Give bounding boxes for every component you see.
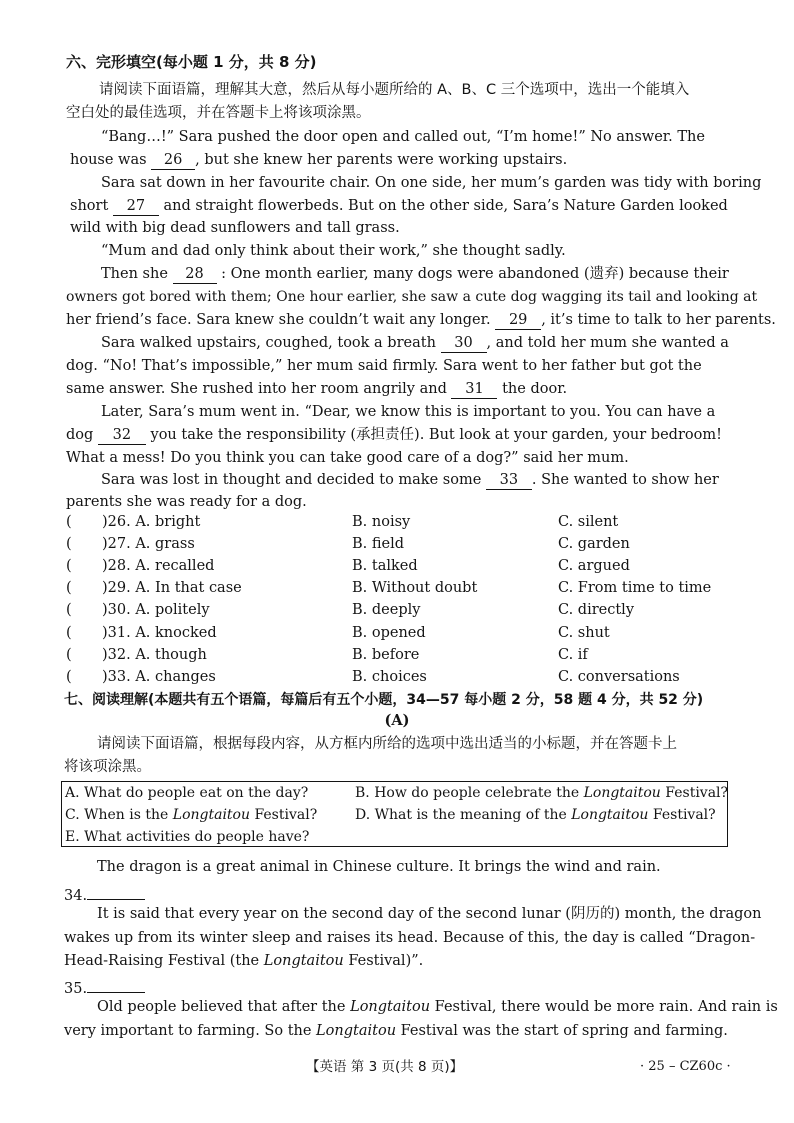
- passage-para-3-line-1: Old people believed that after the Longtaitou Festival, there would be more rain. And rain is: [97, 999, 778, 1015]
- option-c: C. if: [558, 647, 588, 663]
- p4-line-2: owners got bored with them; One hour earlier, she saw a cute dog wagging its tail and looking at: [66, 289, 758, 305]
- p5-line-3: same answer. She rushed into her room angrily and 31 the door.: [66, 381, 568, 397]
- p6-line-3: What a mess! Do you think you can take good care of a dog?” said her mum.: [66, 450, 629, 466]
- option-b: B. noisy: [352, 514, 411, 530]
- option-c: C. garden: [558, 536, 630, 552]
- blank-32: 32: [98, 427, 146, 445]
- passage-para-2-line-1: It is said that every year on the second day of the second lunar (阴历的) month, the dragon: [97, 906, 762, 922]
- option-a: )31. A. knocked: [102, 625, 217, 641]
- option-c: C. conversations: [558, 669, 680, 685]
- option-b: B. Without doubt: [352, 580, 478, 596]
- section7-heading: 七、阅读理解(本题共有五个语篇，每篇后有五个小题，34—57 每小题 2 分，58 题 4 分，共 52 分): [64, 692, 704, 708]
- heading-option-a: A. What do people eat on the day?: [65, 785, 309, 801]
- p2-line-2: short 27 and straight flowerbeds. But on the other side, Sara’s Nature Garden looked: [70, 198, 728, 214]
- p5-line-1: Sara walked upstairs, coughed, took a breath 30 , and told her mum she wanted a: [101, 335, 729, 351]
- option-a: )27. A. grass: [102, 536, 195, 552]
- section6-heading: 六、完形填空(每小题 1 分，共 8 分): [66, 53, 317, 71]
- answer-paren[interactable]: (: [66, 669, 72, 685]
- heading-option-c: C. When is the Longtaitou Festival?: [65, 807, 318, 823]
- passage-para-2-line-2: wakes up from its winter sleep and raises its head. Because of this, the day is called “Dragon-: [64, 930, 756, 946]
- section7-instruction-2: 将该项涂黑。: [64, 759, 151, 775]
- p2-line-1: Sara sat down in her favourite chair. On one side, her mum’s garden was tidy with boring: [101, 175, 762, 191]
- options-box: [61, 781, 728, 847]
- passage-para-3-line-2: very important to farming. So the Longtaitou Festival was the start of spring and farming.: [64, 1023, 728, 1039]
- option-c: C. argued: [558, 558, 630, 574]
- p1-line-2: house was 26 , but she knew her parents were working upstairs.: [70, 152, 568, 168]
- question-35: 35.: [64, 975, 145, 999]
- answer-paren[interactable]: (: [66, 602, 72, 618]
- answer-paren[interactable]: (: [66, 536, 72, 552]
- option-b: B. opened: [352, 625, 426, 641]
- answer-blank-34[interactable]: [87, 882, 145, 900]
- blank-28: 28: [173, 266, 217, 284]
- p7-line-1: Sara was lost in thought and decided to make some 33 . She wanted to show her: [101, 472, 719, 488]
- footer-code: · 25 – CZ60c ·: [640, 1059, 731, 1074]
- section6-instruction-2: 空白处的最佳选项，并在答题卡上将该项涂黑。: [66, 105, 371, 121]
- heading-option-e: E. What activities do people have?: [65, 829, 310, 845]
- footer-page-info: 【英语 第 3 页(共 8 页)】: [306, 1059, 464, 1075]
- option-b: B. choices: [352, 669, 427, 685]
- p6-line-2: dog 32 you take the responsibility (承担责任). But look at your garden, your bedroom!: [66, 427, 722, 443]
- question-34: 34.: [64, 882, 145, 906]
- section6-instruction-1: 请阅读下面语篇，理解其大意，然后从每小题所给的 A、B、C 三个选项中，选出一个能填入: [99, 82, 690, 98]
- answer-blank-35[interactable]: [87, 975, 145, 993]
- p4-line-1: Then she 28 : One month earlier, many dogs were abandoned (遗弃) because their: [101, 266, 729, 282]
- p6-line-1: Later, Sara’s mum went in. “Dear, we know this is important to you. You can have a: [101, 404, 716, 420]
- option-c: C. directly: [558, 602, 635, 618]
- p1-line-1: “Bang…!” Sara pushed the door open and called out, “I’m home!” No answer. The: [101, 129, 705, 145]
- p5-line-2: dog. “No! That’s impossible,” her mum said firmly. Sara went to her father but got the: [66, 358, 702, 374]
- option-a: )30. A. politely: [102, 602, 210, 618]
- option-b: B. field: [352, 536, 405, 552]
- option-a: )33. A. changes: [102, 669, 216, 685]
- blank-29: 29: [495, 312, 541, 330]
- option-b: B. talked: [352, 558, 418, 574]
- passage-para-2-line-3: Head-Raising Festival (the Longtaitou Festival)”.: [64, 953, 424, 969]
- option-a: )28. A. recalled: [102, 558, 215, 574]
- option-b: B. deeply: [352, 602, 421, 618]
- blank-27: 27: [113, 198, 159, 216]
- blank-30: 30: [441, 335, 487, 353]
- blank-31: 31: [451, 381, 497, 399]
- option-c: C. From time to time: [558, 580, 712, 596]
- heading-option-d: D. What is the meaning of the Longtaitou Festival?: [355, 807, 716, 823]
- p4-line-3: her friend’s face. Sara knew she couldn’t wait any longer. 29 , it’s time to talk to her parents.: [66, 312, 776, 328]
- option-a: )32. A. though: [102, 647, 207, 663]
- p2-line-3: wild with big dead sunflowers and tall grass.: [70, 220, 400, 236]
- option-c: C. silent: [558, 514, 619, 530]
- section7-instruction-1: 请阅读下面语篇，根据每段内容，从方框内所给的选项中选出适当的小标题，并在答题卡上: [97, 736, 677, 752]
- answer-paren[interactable]: (: [66, 647, 72, 663]
- passage-label: (A): [384, 712, 410, 729]
- blank-33: 33: [486, 472, 532, 490]
- passage-para-1: The dragon is a great animal in Chinese culture. It brings the wind and rain.: [97, 859, 661, 875]
- p7-line-2: parents she was ready for a dog.: [66, 494, 307, 510]
- heading-option-b: B. How do people celebrate the Longtaitou Festival?: [355, 785, 729, 801]
- blank-26: 26: [151, 152, 195, 170]
- option-a: )26. A. bright: [102, 514, 201, 530]
- answer-paren[interactable]: (: [66, 580, 72, 596]
- option-b: B. before: [352, 647, 420, 663]
- answer-paren[interactable]: (: [66, 558, 72, 574]
- option-a: )29. A. In that case: [102, 580, 242, 596]
- answer-paren[interactable]: (: [66, 514, 72, 530]
- p3-line: “Mum and dad only think about their work,” she thought sadly.: [101, 243, 566, 259]
- answer-paren[interactable]: (: [66, 625, 72, 641]
- option-c: C. shut: [558, 625, 610, 641]
